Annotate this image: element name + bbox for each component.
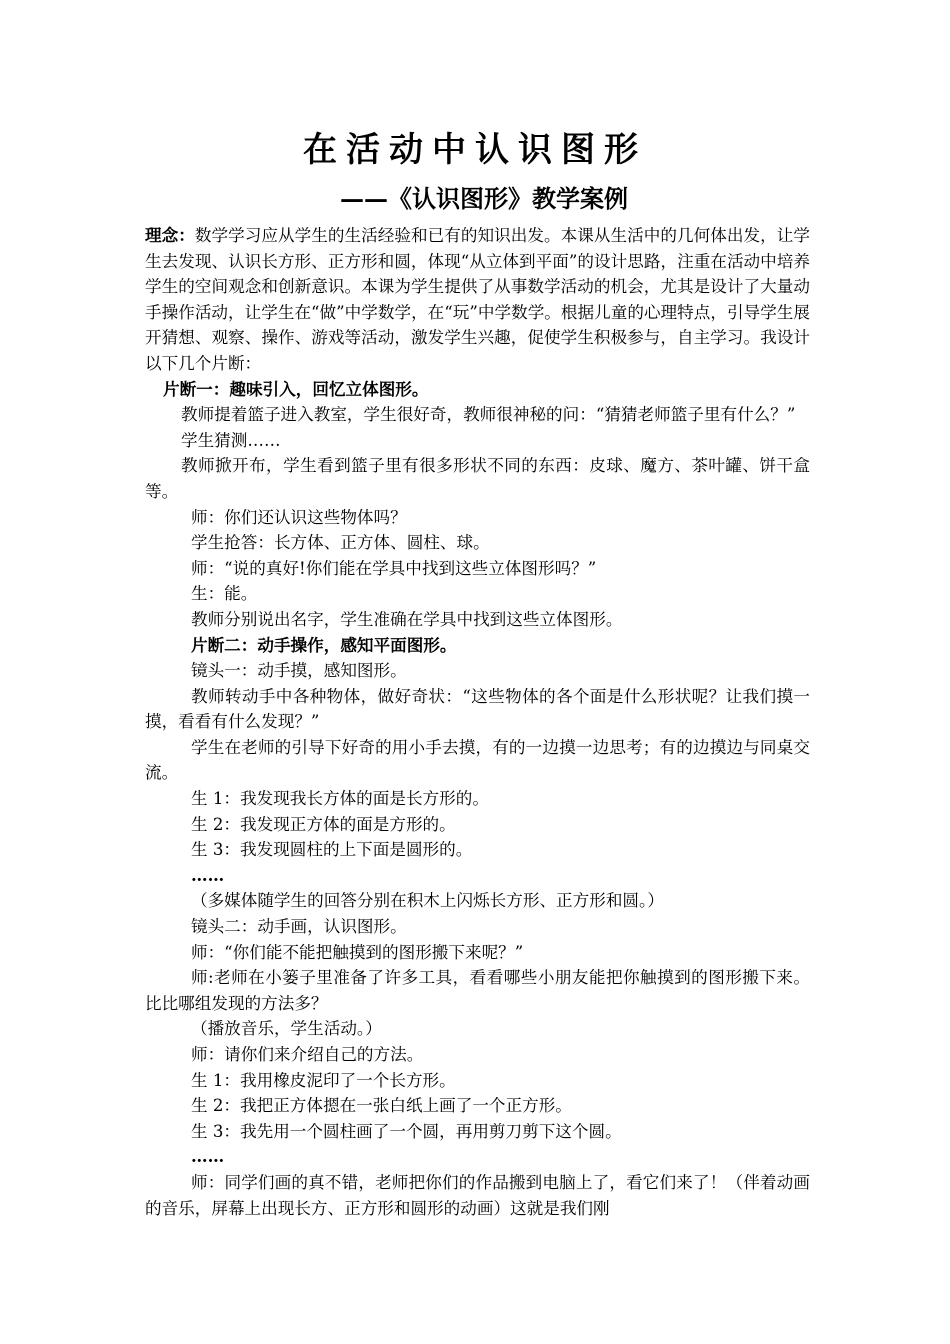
dialogue-line: 师：“你们能不能把触摸到的图形搬下来呢？” [191, 942, 524, 962]
dialogue-line: 生 2：我把正方体摁在一张白纸上画了一个正方形。 [191, 1096, 572, 1116]
dialogue-line: 师：你们还认识这些物体吗？ [191, 507, 407, 527]
paragraph: （播放音乐，学生活动。） [191, 1019, 382, 1039]
paragraph: 教师提着篮子进入教室，学生很好奇，教师很神秘的问：“猜猜老师篮子里有什么？” [181, 405, 796, 425]
shot-heading: 镜头二：动手画，认识图形。 [191, 917, 407, 937]
document-subtitle: ——《认识图形》教学案例 [340, 184, 628, 213]
paragraph: 学生在老师的引导下好奇的用小手去摸，有的一边摸一边思考；有的边摸边与同桌交流。 [145, 737, 810, 783]
dialogue-line: 学生抢答：长方体、正方体、圆柱、球。 [191, 533, 490, 553]
dialogue-line: 生 3：我发现圆柱的上下面是圆形的。 [191, 840, 473, 860]
ellipsis-line: …… [191, 864, 225, 885]
shot-heading: 镜头一：动手摸，感知图形。 [191, 661, 407, 681]
document-body [145, 223, 810, 1221]
dialogue-line: 师：“说的真好!你们能在学具中找到这些立体图形吗？” [191, 558, 597, 578]
document-title: 在活动中认识图形 [303, 130, 647, 170]
idea-label: 理念： [145, 225, 195, 245]
dialogue-line: 师：请你们来介绍自己的方法。 [191, 1045, 424, 1064]
ellipsis-line: …… [191, 1146, 225, 1167]
section-heading-2: 片断二：动手操作，感知平面图形。 [191, 634, 457, 655]
section-heading-1: 片断一：趣味引入，回忆立体图形。 [163, 378, 429, 399]
idea-text: 数学学习应从学生的生活经验和已有的知识出发。本课从生活中的几何体出发，让学生去发现、认识长方形、正方形和圆，体现“从立体到平面”的设计思路，注重在活动中培养学生的空间观念和创新意识。本课为学生提供了从事数学活动的机会，尤其是设计了大量动手操作活动，让学生在“做”中学数学，在“玩”中学数学。根据儿童的心理特点，引导学生展开猜想、观察、操作、游戏等活动，激发学生兴趣，促使学生积极参与，自主学习。我设计以下几个片断： [145, 226, 811, 373]
paragraph: 师：同学们画的真不错，老师把你们的作品搬到电脑上了，看它们来了！（伴着动画的音乐，屏幕上出现长方、正方形和圆形的动画）这就是我们刚 [145, 1172, 810, 1218]
paragraph: 教师分别说出名字，学生准确在学具中找到这些立体图形。 [191, 609, 623, 629]
dialogue-line: 生：能。 [191, 584, 258, 604]
dialogue-line: 生 2：我发现正方体的面是方形的。 [191, 814, 456, 834]
paragraph: （多媒体随学生的回答分别在积木上闪烁长方形、正方形和圆。） [191, 891, 664, 911]
paragraph: 学生猜测…… [181, 430, 281, 450]
paragraph: 教师转动手中各种物体，做好奇状：“这些物体的各个面是什么形状呢？让我们摸一摸，看看有什么发现？” [145, 686, 810, 732]
paragraph: 师:老师在小篓子里准备了许多工具，看看哪些小朋友能把你触摸到的图形搬下来。比比哪组发现的方法多？ [145, 968, 810, 1013]
idea-paragraph [145, 223, 810, 377]
dialogue-line: 生 3：我先用一个圆柱画了一个圆，再用剪刀剪下这个圆。 [191, 1121, 622, 1141]
paragraph: 教师掀开布，学生看到篮子里有很多形状不同的东西：皮球、魔方、茶叶罐、饼干盒等。 [145, 456, 810, 501]
dialogue-line: 生 1：我发现我长方体的面是长方形的。 [191, 789, 489, 809]
dialogue-line: 生 1：我用橡皮泥印了一个长方形。 [191, 1070, 456, 1090]
